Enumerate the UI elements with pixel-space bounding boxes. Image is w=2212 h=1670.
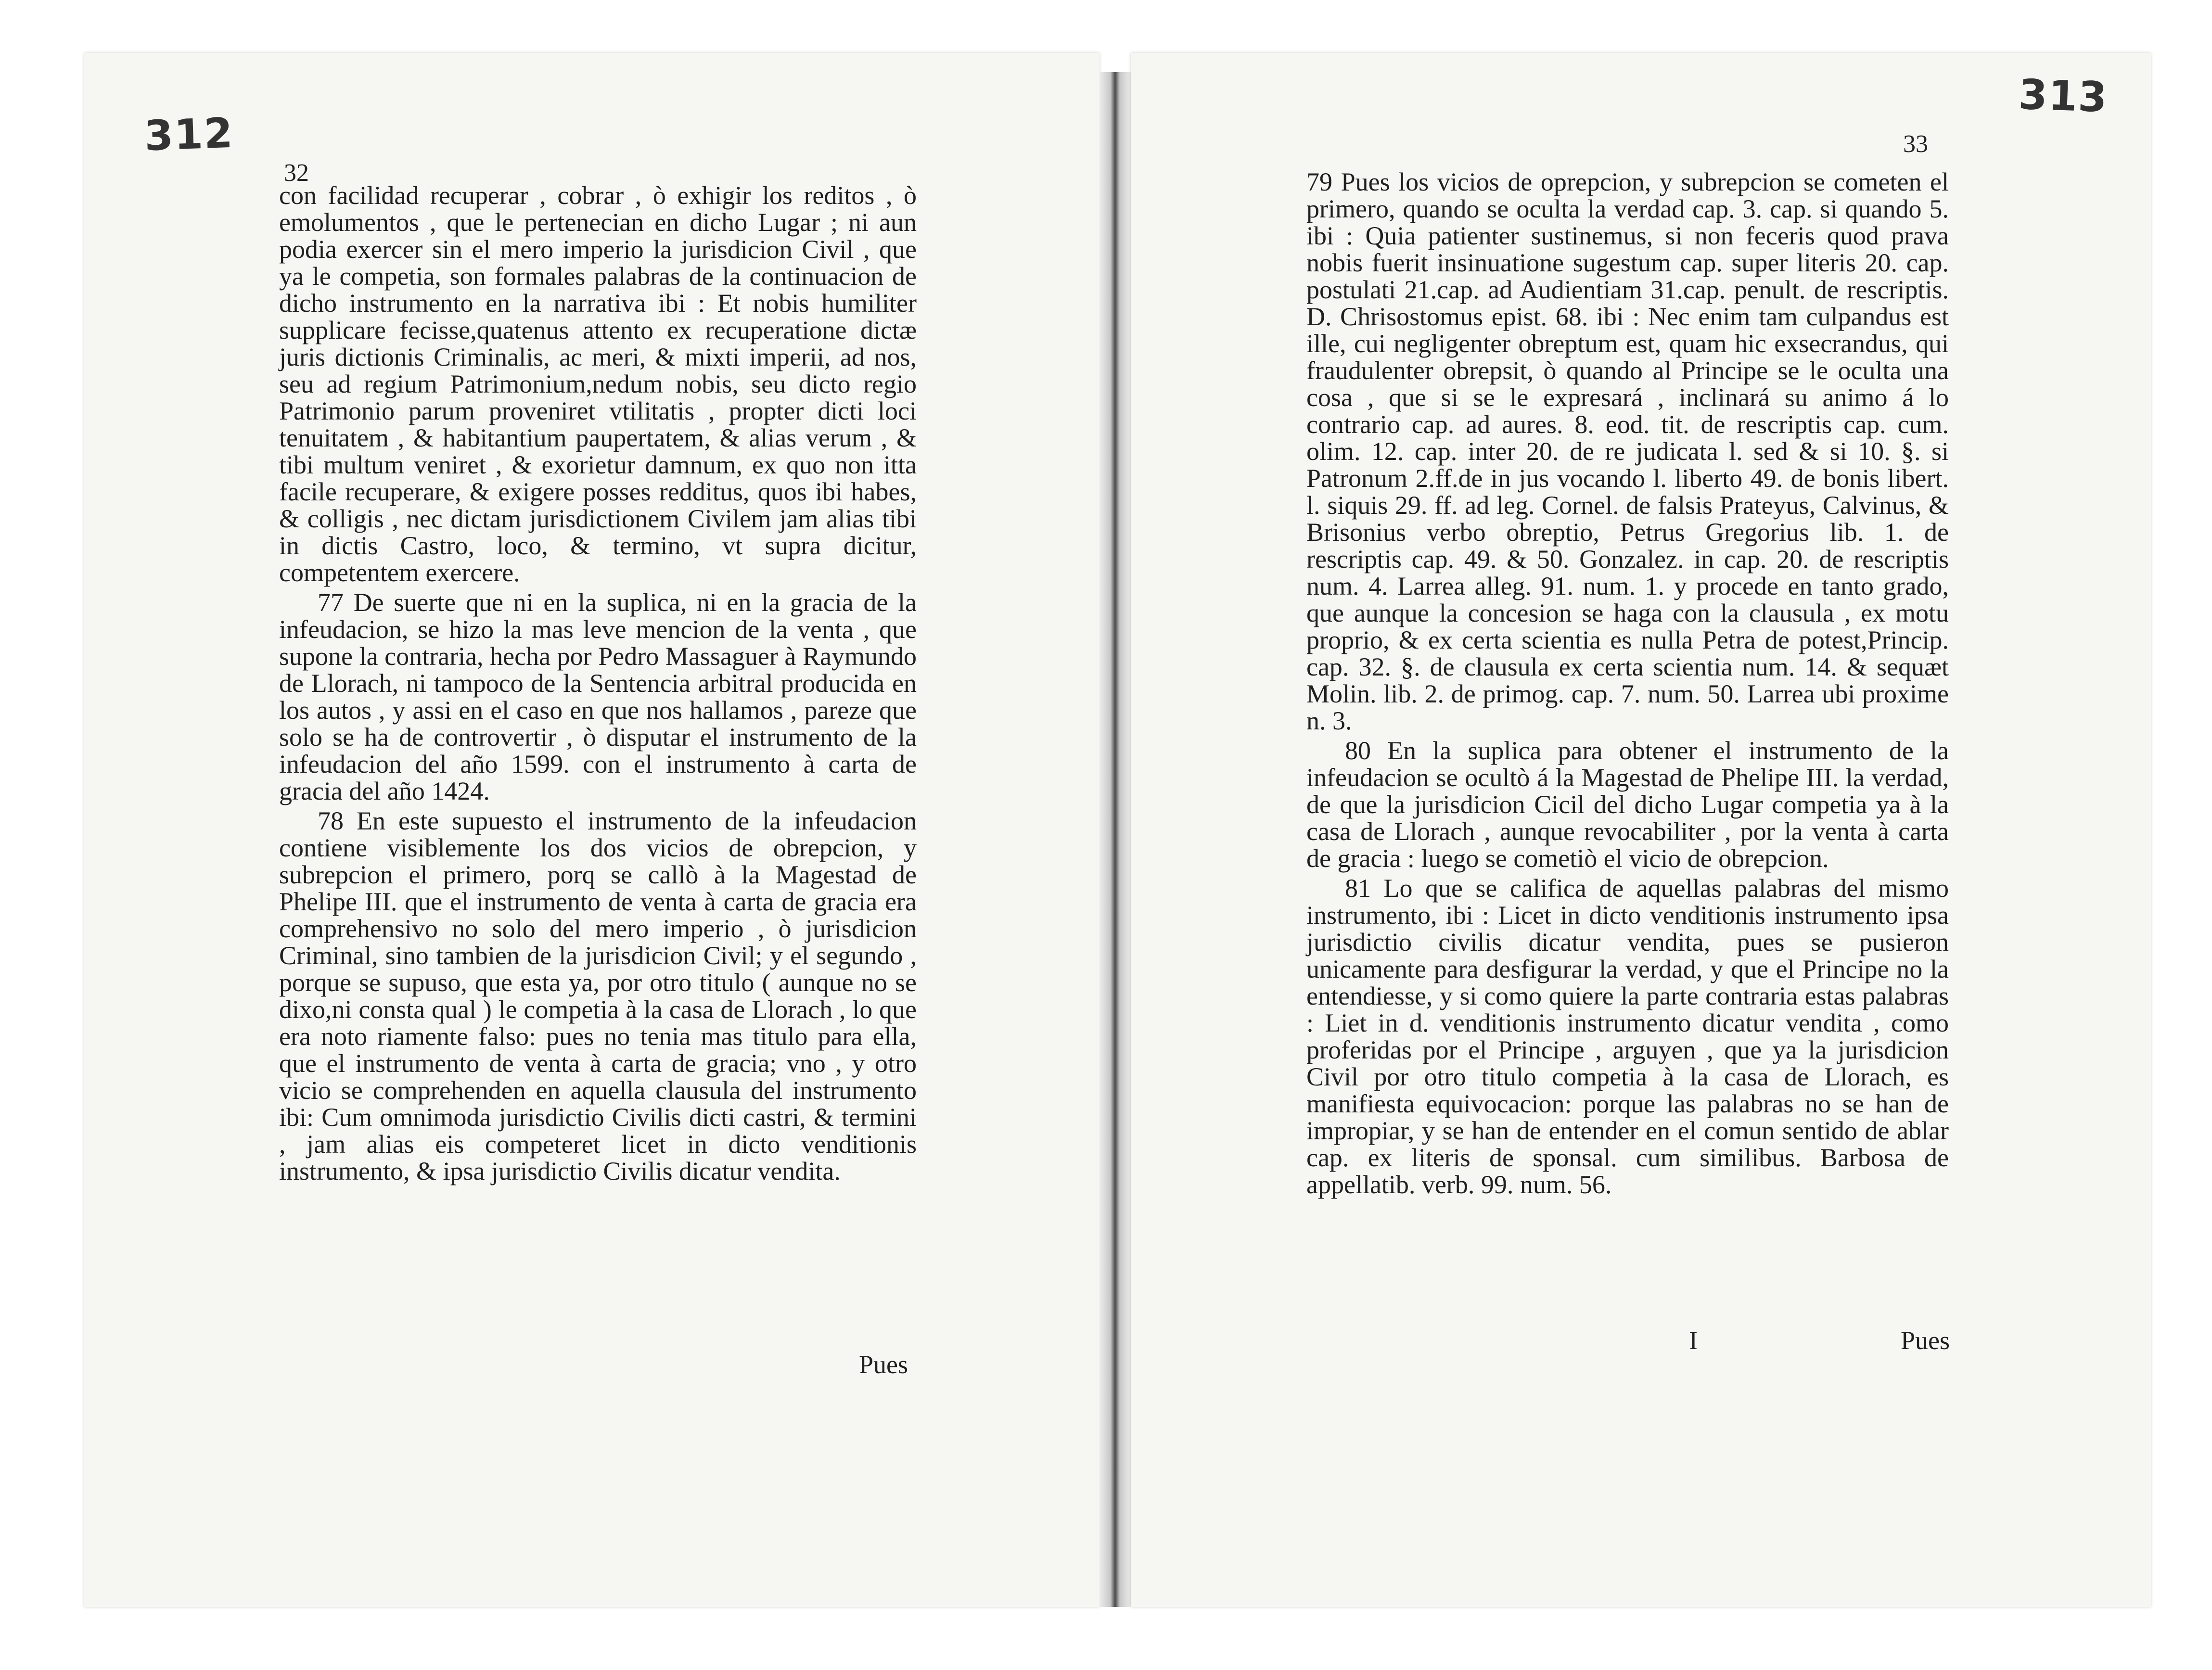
paragraph-77: 77 De suerte que ni en la suplica, ni en la gracia de la infeudacion, se hizo la mas leve mencion de la venta , que supone la contraria, hecha por Pedro Massaguer à Raymundo de Llorach, ni tampoco de la Sentencia arbitral producida en los autos , y assi en el caso en que nos hallamos , pareze que solo se ha de controvertir , ò disputar el instrumento de la infeudacion del año 1599. con el instrumento à carta de gracia del año 1424.: [279, 588, 917, 805]
left-catchword: Pues: [859, 1350, 908, 1379]
signature-mark: I: [1689, 1326, 1698, 1355]
paragraph-continuation: con facilidad recuperar , cobrar , ò exhigir los reditos , ò emolumentos , que le pertenecian en dicho Lugar ; ni aun podia exercer sin el mero imperio la jurisdicion Civil , que ya le competia, son formales palabras de la continuacion de dicho instrumento en la narrativa ibi : Et nobis humiliter supplicare fecisse,quatenus attento ex recuperatione dictæ juris dictionis Criminalis, ac meri, & mixti imperii, ad nos, seu ad regium Patrimonium,nedum nobis, seu dicto regio Patrimonio parum proveniret vtilitatis , propter dicti loci tenuitatem , & habitantium paupertatem, & alias verum , & tibi multum veniret , & exorietur damnum, ex quo non itta facile recuperare, & exigere posses redditus, quos ibi habes, & colligis , nec dictam jurisdictionem Civilem jam alias tibi in dictis Castro, loco, & termino, vt supra dicitur, competentem exercere.: [279, 181, 917, 587]
paragraph-78: 78 En este supuesto el instrumento de la infeudacion contiene visiblemente los dos vicios de obrepcion, y subrepcion el primero, porq se callò à la Magestad de Phelipe III. que el instrumento de venta à carta de gracia era comprehensivo no solo del mero imperio , ò jurisdicion Criminal, sino tambien de la jurisdicion Civil; y el segundo , porque se supuso, que esta ya, por otro titulo ( aunque no se dixo,ni consta qual ) le competia à la casa de Llorach , lo que era noto riamente falso: pues no tenia mas titulo para ella, que el instrumento de venta à carta de gracia; vno , y otro vicio se comprehenden en aquella clausula del instrumento ibi: Cum omnimoda jurisdictio Civilis dicti castri, & termini , jam alias eis competeret licet in dicto venditionis instrumento, & ipsa jurisdictio Civilis dicatur vendita.: [279, 806, 917, 1186]
left-handwritten-folio: 312: [143, 109, 235, 161]
paragraph-79: 79 Pues los vicios de oprepcion, y subrepcion se cometen el primero, quando se oculta la verdad cap. 3. cap. si quando 5. ibi : Quia patienter sustinemus, si non feceris quod prava nobis fuerit insinuatione sugestum cap. super literis 20. cap. postulati 21.cap. ad Audientiam 31.cap. penult. de rescriptis. D. Chrisostomus epist. 68. ibi : Nec enim tam culpandus est ille, cui negligenter obreptum est, quam hic exsecrandus, qui fraudulenter obrepsit, ò quando al Principe se le oculta una cosa , que si se le expresará , inclinará su animo á lo contrario cap. ad aures. 8. eod. tit. de rescriptis cap. cum. olim. 12. cap. inter 20. de re judicata l. sed & si 10. §. si Patronum 2.ff.de in jus vocando l. liberto 49. de bonis libert. l. siquis 29. ff. ad leg. Cornel. de falsis Prateyus, Calvinus, & Brisonius verbo obreptio, Petrus Gregorius lib. 1. de rescriptis cap. 49. & 50. Gonzalez. in cap. 20. de rescriptis num. 4. Larrea alleg. 91. num. 1. y procede en tanto grado, que aunque la concesion se haga con la clausula , ex motu proprio, & ex certa scientia es nulla Petra de potest,Princip. cap. 32. §. de clausula ex certa scientia num. 14. & sequæt Molin. lib. 2. de primog. cap. 7. num. 50. Larrea ubi proxime n. 3.: [1306, 167, 1949, 735]
right-page-text: [1306, 168, 1949, 1201]
left-page-number: 32: [284, 159, 309, 187]
left-page-text: [279, 182, 917, 1187]
right-catchword: Pues: [1901, 1326, 1950, 1355]
book-gutter: [1100, 72, 1131, 1607]
paragraph-81: 81 Lo que se califica de aquellas palabras del mismo instrumento, ibi : Licet in dicto venditionis instrumento ipsa jurisdictio civilis dicatur vendita, pues se pusieron unicamente para desfigurar la verdad, y que el Principe no la entendiesse, y si como quiere la parte contraria estas palabras : Liet in d. venditionis instrumento dicatur vendita , como proferidas por el Principe , arguyen , que ya la jurisdicion Civil por otro titulo competia à la casa de Llorach, es manifiesta equivocacion: porque las palabras no se han de impropiar, y se han de entender en el comun sentido de ablar cap. ex literis de sponsal. cum similibus. Barbosa de appellatib. verb. 99. num. 56.: [1306, 874, 1949, 1199]
paragraph-80: 80 En la suplica para obtener el instrumento de la infeudacion se ocultò á la Magestad de Phelipe III. la verdad, de que la jurisdicion Cicil del dicho Lugar competia ya à la casa de Llorach , aunque revocabiliter , por la venta à carta de gracia : luego se cometiò el vicio de obrepcion.: [1306, 736, 1949, 873]
right-handwritten-folio: 313: [2018, 70, 2109, 122]
right-page-number: 33: [1903, 130, 1928, 158]
